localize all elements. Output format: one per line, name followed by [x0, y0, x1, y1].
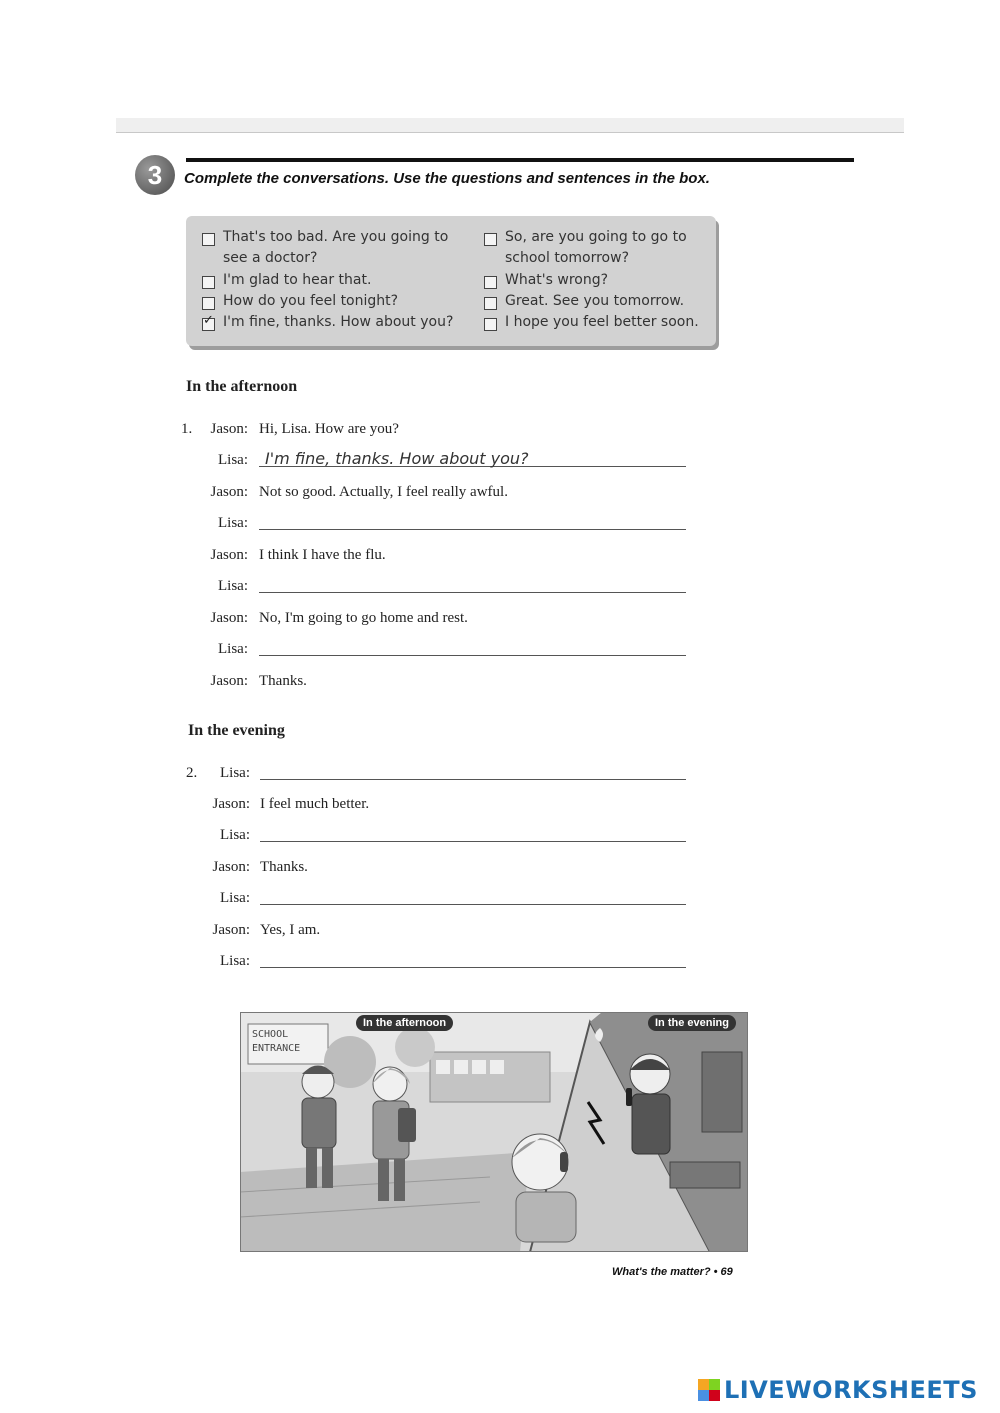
dialogue-line: Thanks. — [260, 859, 308, 875]
exercise-instruction: Complete the conversations. Use the questions and sentences in the box. — [184, 170, 710, 187]
illustration-scene — [240, 1012, 748, 1252]
option-text: I hope you feel better soon. — [505, 314, 699, 330]
speaker: Lisa: — [218, 641, 248, 657]
speaker: Jason: — [212, 922, 250, 938]
option-text: That's too bad. Are you going to see a doctor? — [223, 229, 449, 266]
sign-line-1: SCHOOL — [252, 1029, 289, 1040]
speaker: Lisa: — [218, 515, 248, 531]
exercise-rule — [186, 158, 854, 162]
checkbox-icon[interactable] — [484, 318, 497, 331]
option-4[interactable] — [484, 230, 704, 269]
answer-blank[interactable] — [260, 967, 686, 968]
checkbox-icon[interactable] — [484, 297, 497, 310]
illustration-tag-afternoon: In the afternoon — [356, 1015, 453, 1031]
page-footer: What's the matter? • 69 — [612, 1266, 733, 1278]
answer-blank[interactable] — [260, 779, 686, 780]
speaker: Lisa: — [220, 765, 250, 781]
top-rule — [116, 118, 904, 133]
speaker: Lisa: — [220, 890, 250, 906]
option-text: How do you feel tonight? — [223, 293, 399, 309]
checkbox-icon[interactable] — [202, 297, 215, 310]
speaker: Jason: — [210, 484, 248, 500]
option-0[interactable] — [202, 230, 452, 269]
conversation-number: 1. — [181, 421, 193, 437]
option-text: I'm fine, thanks. How about you? — [223, 314, 454, 330]
checkbox-icon[interactable] — [484, 233, 497, 246]
speaker: Lisa: — [220, 827, 250, 843]
answer-blank[interactable] — [259, 655, 686, 656]
sign-line-2: ENTRANCE — [252, 1043, 301, 1054]
dialogue-line: Thanks. — [259, 673, 307, 689]
speaker: Jason: — [212, 796, 250, 812]
option-text: What's wrong? — [505, 272, 609, 288]
dialogue-line: I think I have the flu. — [259, 547, 386, 563]
checkbox-icon[interactable] — [202, 233, 215, 246]
checkbox-icon[interactable] — [202, 276, 215, 289]
option-1[interactable] — [202, 273, 452, 291]
checkbox-icon[interactable] — [484, 276, 497, 289]
option-2[interactable] — [202, 294, 462, 312]
school-entrance-sign — [252, 1028, 300, 1056]
answer-blank[interactable] — [260, 904, 686, 905]
speaker: Lisa: — [220, 953, 250, 969]
speaker: Jason: — [210, 421, 248, 437]
brand-text: LIVEWORKSHEETS — [724, 1376, 978, 1404]
exercise-number: 3 — [135, 155, 175, 195]
answer-box — [186, 216, 716, 346]
speaker: Jason: — [212, 859, 250, 875]
answer-blank[interactable] — [260, 841, 686, 842]
option-3[interactable] — [202, 315, 472, 333]
speaker: Jason: — [210, 547, 248, 563]
dialogue-line: No, I'm going to go home and rest. — [259, 610, 468, 626]
liveworksheets-logo-icon — [698, 1379, 720, 1401]
illustration-tag-evening: In the evening — [648, 1015, 736, 1031]
section-heading-evening: In the evening — [188, 722, 285, 739]
dialogue-line: Not so good. Actually, I feel really awful. — [259, 484, 508, 500]
option-text: Great. See you tomorrow. — [505, 293, 685, 309]
handwritten-answer: I'm fine, thanks. How about you? — [265, 449, 529, 468]
option-7[interactable] — [484, 315, 709, 333]
speaker: Lisa: — [218, 578, 248, 594]
illustration — [240, 1012, 748, 1252]
answer-blank[interactable] — [259, 529, 686, 530]
option-text: So, are you going to go to school tomorrow? — [505, 229, 687, 266]
speaker: Jason: — [210, 610, 248, 626]
option-5[interactable] — [484, 273, 704, 291]
checked-checkbox-icon[interactable] — [202, 318, 215, 331]
speaker: Jason: — [210, 673, 248, 689]
dialogue-line: I feel much better. — [260, 796, 370, 812]
section-heading-afternoon: In the afternoon — [186, 378, 298, 395]
dialogue-line: Yes, I am. — [260, 922, 321, 938]
brand-watermark — [698, 1376, 978, 1404]
option-text: I'm glad to hear that. — [223, 272, 372, 288]
option-6[interactable] — [484, 294, 709, 312]
answer-blank[interactable] — [259, 592, 686, 593]
speaker: Lisa: — [218, 452, 248, 468]
conversation-number: 2. — [186, 765, 198, 781]
dialogue-line: Hi, Lisa. How are you? — [259, 421, 399, 437]
